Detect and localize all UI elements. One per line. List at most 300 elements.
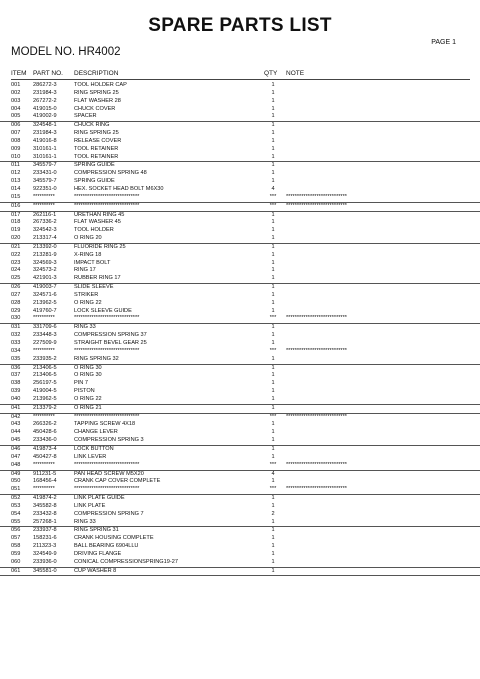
item-number: 053 bbox=[11, 502, 21, 509]
header-note: NOTE bbox=[286, 70, 305, 77]
table-row bbox=[0, 462, 480, 471]
part-description: FLAT WASHER 45 bbox=[74, 219, 121, 226]
table-row bbox=[0, 219, 480, 227]
part-number: 419873-4 bbox=[33, 445, 57, 452]
part-number: 211323-3 bbox=[33, 543, 57, 550]
table-row bbox=[0, 106, 480, 114]
quantity: 1 bbox=[271, 178, 275, 185]
part-description: O RING 22 bbox=[74, 299, 102, 306]
quantity: 1 bbox=[271, 372, 275, 379]
table-row bbox=[0, 388, 480, 396]
item-number: 054 bbox=[11, 510, 21, 517]
table-row bbox=[0, 252, 480, 260]
table-row bbox=[0, 203, 480, 212]
part-description: O RING 21 bbox=[74, 404, 102, 411]
item-number: 023 bbox=[11, 259, 21, 266]
note: **************************** bbox=[286, 413, 347, 420]
table-row bbox=[0, 495, 480, 503]
table-row bbox=[0, 535, 480, 543]
table-row bbox=[0, 519, 480, 528]
item-number: 027 bbox=[11, 291, 21, 298]
item-number: 032 bbox=[11, 332, 21, 339]
quantity: 1 bbox=[271, 518, 275, 525]
quantity: 1 bbox=[271, 527, 275, 534]
item-number: 005 bbox=[11, 113, 21, 120]
part-description: FLUORIDE RING 25 bbox=[74, 243, 126, 250]
table-row bbox=[0, 372, 480, 380]
quantity: 1 bbox=[271, 153, 275, 160]
table-row bbox=[0, 437, 480, 446]
part-description: LINK LEVER bbox=[74, 453, 107, 460]
item-number: 003 bbox=[11, 97, 21, 104]
item-number: 038 bbox=[11, 380, 21, 387]
item-number: 039 bbox=[11, 388, 21, 395]
part-number: 310161-1 bbox=[33, 153, 57, 160]
quantity: 1 bbox=[271, 437, 275, 444]
part-number: 345579-7 bbox=[33, 178, 57, 185]
part-description: RING SPRING 31 bbox=[74, 527, 119, 534]
item-number: 041 bbox=[11, 404, 21, 411]
part-description: ****************************** bbox=[74, 193, 140, 200]
item-number: 004 bbox=[11, 105, 21, 112]
quantity: 1 bbox=[271, 211, 275, 218]
part-number: 345582-8 bbox=[33, 502, 57, 509]
part-number: 310161-1 bbox=[33, 145, 57, 152]
item-number: 012 bbox=[11, 170, 21, 177]
part-number: 213406-5 bbox=[33, 364, 57, 371]
part-number: 158231-6 bbox=[33, 535, 57, 542]
part-description: RING 33 bbox=[74, 518, 96, 525]
item-number: 019 bbox=[11, 227, 21, 234]
part-number: 233432-8 bbox=[33, 510, 57, 517]
item-number: 036 bbox=[11, 364, 21, 371]
part-description: LOCK BUTTON bbox=[74, 445, 114, 452]
part-number: 231984-3 bbox=[33, 89, 57, 96]
part-description: SLIDE SLEEVE bbox=[74, 284, 114, 291]
item-number: 017 bbox=[11, 211, 21, 218]
table-row bbox=[0, 551, 480, 559]
item-number: 018 bbox=[11, 219, 21, 226]
quantity: 1 bbox=[271, 388, 275, 395]
part-description: STRIKER bbox=[74, 291, 99, 298]
part-number: 262116-1 bbox=[33, 211, 57, 218]
part-description: ****************************** bbox=[74, 347, 140, 354]
note: **************************** bbox=[286, 315, 347, 322]
table-row bbox=[0, 308, 480, 316]
table-row bbox=[0, 471, 480, 479]
part-number: 233448-3 bbox=[33, 332, 57, 339]
item-number: 010 bbox=[11, 153, 21, 160]
part-number: 231984-3 bbox=[33, 130, 57, 137]
item-number: 047 bbox=[11, 453, 21, 460]
part-number: ********** bbox=[33, 486, 55, 493]
note: **************************** bbox=[286, 347, 347, 354]
quantity: 1 bbox=[271, 267, 275, 274]
quantity: 1 bbox=[271, 502, 275, 509]
item-number: 021 bbox=[11, 243, 21, 250]
item-number: 051 bbox=[11, 486, 21, 493]
quantity: 1 bbox=[271, 235, 275, 242]
note: **************************** bbox=[286, 202, 347, 209]
item-number: 008 bbox=[11, 137, 21, 144]
part-number: 233937-8 bbox=[33, 527, 57, 534]
quantity: 1 bbox=[271, 243, 275, 250]
part-description: DRIVING FLANGE bbox=[74, 550, 122, 557]
quantity: 1 bbox=[271, 332, 275, 339]
table-row bbox=[0, 414, 480, 422]
table-row bbox=[0, 235, 480, 244]
item-number: 030 bbox=[11, 315, 21, 322]
table-row bbox=[0, 162, 480, 170]
part-number: 233935-2 bbox=[33, 355, 57, 362]
quantity: 1 bbox=[271, 478, 275, 485]
part-number: 922351-0 bbox=[33, 185, 57, 192]
quantity: 4 bbox=[271, 185, 275, 192]
part-number: ********** bbox=[33, 193, 55, 200]
part-description: RING SPRING 25 bbox=[74, 130, 119, 137]
item-number: 046 bbox=[11, 445, 21, 452]
part-number: 331709-6 bbox=[33, 324, 57, 331]
quantity: 1 bbox=[271, 275, 275, 282]
table-row bbox=[0, 98, 480, 106]
table-row bbox=[0, 130, 480, 138]
part-description: SPRING GUIDE bbox=[74, 178, 115, 185]
table-row bbox=[0, 90, 480, 98]
table-row bbox=[0, 340, 480, 348]
table-row bbox=[0, 380, 480, 388]
table-row bbox=[0, 315, 480, 324]
part-description: PISTON bbox=[74, 388, 95, 395]
item-number: 044 bbox=[11, 429, 21, 436]
quantity: 1 bbox=[271, 219, 275, 226]
table-row bbox=[0, 260, 480, 268]
page-title: SPARE PARTS LIST bbox=[148, 15, 332, 36]
quantity: 1 bbox=[271, 162, 275, 169]
part-number: 324571-6 bbox=[33, 291, 57, 298]
part-description: IMPACT BOLT bbox=[74, 259, 111, 266]
item-number: 007 bbox=[11, 130, 21, 137]
part-description: COMPRESSION SPRING 3 bbox=[74, 437, 144, 444]
table-row bbox=[0, 146, 480, 154]
header-item: ITEM bbox=[11, 70, 27, 77]
table-row bbox=[0, 194, 480, 203]
table-row bbox=[0, 365, 480, 373]
item-number: 056 bbox=[11, 527, 21, 534]
part-number: 324569-3 bbox=[33, 259, 57, 266]
item-number: 040 bbox=[11, 395, 21, 402]
item-number: 048 bbox=[11, 461, 21, 468]
part-description: ****************************** bbox=[74, 202, 140, 209]
part-description: LINK PLATE GUIDE bbox=[74, 495, 125, 502]
item-number: 031 bbox=[11, 324, 21, 331]
table-row bbox=[0, 300, 480, 308]
page-number: PAGE 1 bbox=[431, 39, 456, 46]
table-row bbox=[0, 138, 480, 146]
quantity: 1 bbox=[271, 355, 275, 362]
part-description: TOOL RETAINER bbox=[74, 145, 119, 152]
quantity: 1 bbox=[271, 429, 275, 436]
model-number: MODEL NO. HR4002 bbox=[11, 46, 121, 58]
part-description: CUP WASHER 8 bbox=[74, 567, 117, 574]
item-number: 029 bbox=[11, 307, 21, 314]
part-number: ********** bbox=[33, 202, 55, 209]
item-number: 022 bbox=[11, 251, 21, 258]
table-row bbox=[0, 454, 480, 462]
table-row bbox=[0, 154, 480, 163]
item-number: 025 bbox=[11, 275, 21, 282]
part-description: CRANK CAP COVER COMPLETE bbox=[74, 478, 161, 485]
table-row bbox=[0, 503, 480, 511]
part-number: 419874-2 bbox=[33, 495, 57, 502]
part-number: 267336-2 bbox=[33, 219, 57, 226]
part-number: 324549-9 bbox=[33, 550, 57, 557]
quantity: 1 bbox=[271, 227, 275, 234]
part-description: X-RING 18 bbox=[74, 251, 102, 258]
item-number: 034 bbox=[11, 347, 21, 354]
part-description: CRANK HOUSING COMPLETE bbox=[74, 535, 154, 542]
table-row bbox=[0, 178, 480, 186]
quantity: 1 bbox=[271, 495, 275, 502]
table-row bbox=[0, 324, 480, 332]
item-number: 060 bbox=[11, 558, 21, 565]
item-number: 052 bbox=[11, 495, 21, 502]
quantity: 1 bbox=[271, 421, 275, 428]
item-number: 061 bbox=[11, 567, 21, 574]
part-number: 233936-0 bbox=[33, 558, 57, 565]
part-number: 286272-3 bbox=[33, 82, 57, 88]
item-number: 055 bbox=[11, 518, 21, 525]
part-description: SPACER bbox=[74, 113, 97, 120]
item-number: 057 bbox=[11, 535, 21, 542]
part-description: STRAIGHT BEVEL GEAR 25 bbox=[74, 340, 147, 346]
part-description: CHANGE LEVER bbox=[74, 429, 118, 436]
note: **************************** bbox=[286, 193, 347, 200]
part-description: FLAT WASHER 28 bbox=[74, 97, 121, 104]
item-number: 059 bbox=[11, 550, 21, 557]
item-number: 020 bbox=[11, 235, 21, 242]
item-number: 049 bbox=[11, 470, 21, 477]
part-number: 266326-2 bbox=[33, 421, 57, 428]
quantity: 1 bbox=[271, 170, 275, 177]
item-number: 001 bbox=[11, 82, 21, 88]
quantity: *** bbox=[269, 315, 277, 322]
note: **************************** bbox=[286, 461, 347, 468]
part-description: CONICAL COMPRESSIONSPRING19-27 bbox=[74, 558, 178, 565]
quantity: 1 bbox=[271, 251, 275, 258]
header-rule bbox=[11, 79, 470, 80]
item-number: 026 bbox=[11, 284, 21, 291]
part-description: TOOL HOLDER CAP bbox=[74, 82, 127, 88]
part-number: ********** bbox=[33, 413, 55, 420]
quantity: 1 bbox=[271, 145, 275, 152]
part-number: 419003-7 bbox=[33, 284, 57, 291]
table-row bbox=[0, 568, 480, 577]
part-description: URETHAN RING 45 bbox=[74, 211, 125, 218]
quantity: *** bbox=[269, 461, 277, 468]
part-number: 450428-6 bbox=[33, 429, 57, 436]
table-row bbox=[0, 170, 480, 178]
table-row bbox=[0, 292, 480, 300]
item-number: 028 bbox=[11, 299, 21, 306]
part-number: 345579-7 bbox=[33, 162, 57, 169]
part-description: O RING 30 bbox=[74, 372, 102, 379]
table-row bbox=[0, 122, 480, 130]
part-description: ****************************** bbox=[74, 315, 140, 322]
quantity: 1 bbox=[271, 453, 275, 460]
part-description: LOCK SLEEVE GUIDE bbox=[74, 307, 132, 314]
quantity: *** bbox=[269, 347, 277, 354]
item-number: 024 bbox=[11, 267, 21, 274]
item-number: 006 bbox=[11, 122, 21, 129]
table-row bbox=[0, 186, 480, 194]
quantity: 1 bbox=[271, 259, 275, 266]
quantity: 1 bbox=[271, 130, 275, 137]
part-number: ********** bbox=[33, 347, 55, 354]
part-number: 213406-5 bbox=[33, 372, 57, 379]
part-description: RUBBER RING 17 bbox=[74, 275, 121, 282]
quantity: 1 bbox=[271, 97, 275, 104]
part-number: 257268-1 bbox=[33, 518, 57, 525]
part-number: 213281-9 bbox=[33, 251, 57, 258]
table-row bbox=[0, 275, 480, 284]
part-description: SPRING GUIDE bbox=[74, 162, 115, 169]
part-number: 419760-7 bbox=[33, 307, 57, 314]
quantity: *** bbox=[269, 413, 277, 420]
quantity: 1 bbox=[271, 284, 275, 291]
table-row bbox=[0, 113, 480, 122]
item-number: 015 bbox=[11, 193, 21, 200]
table-row bbox=[0, 212, 480, 220]
quantity: 1 bbox=[271, 543, 275, 550]
part-number: 267272-2 bbox=[33, 97, 57, 104]
item-number: 043 bbox=[11, 421, 21, 428]
quantity: 1 bbox=[271, 299, 275, 306]
header-description: DESCRIPTION bbox=[74, 70, 119, 77]
item-number: 011 bbox=[11, 162, 20, 169]
table-row bbox=[0, 348, 480, 356]
table-row bbox=[0, 543, 480, 551]
part-number: 213317-4 bbox=[33, 235, 57, 242]
item-number: 002 bbox=[11, 89, 21, 96]
part-description: O RING 20 bbox=[74, 235, 102, 242]
quantity: 2 bbox=[271, 510, 275, 517]
item-number: 013 bbox=[11, 178, 21, 185]
table-row bbox=[0, 227, 480, 235]
quantity: *** bbox=[269, 202, 277, 209]
part-number: 324542-3 bbox=[33, 227, 57, 234]
quantity: *** bbox=[269, 193, 277, 200]
part-description: LINK PLATE bbox=[74, 502, 106, 509]
table-row bbox=[0, 446, 480, 454]
part-description: ****************************** bbox=[74, 413, 140, 420]
item-number: 058 bbox=[11, 543, 21, 550]
part-description: RING SPRING 32 bbox=[74, 355, 119, 362]
table-row bbox=[0, 478, 480, 486]
table-row bbox=[0, 284, 480, 292]
part-description: CHUCK RING bbox=[74, 122, 110, 129]
part-description: ****************************** bbox=[74, 486, 140, 493]
quantity: 1 bbox=[271, 535, 275, 542]
part-number: 345581-0 bbox=[33, 567, 57, 574]
part-description: TOOL HOLDER bbox=[74, 227, 114, 234]
item-number: 042 bbox=[11, 413, 21, 420]
note: **************************** bbox=[286, 486, 347, 493]
table-row bbox=[0, 267, 480, 275]
table-row bbox=[0, 559, 480, 568]
parts-table bbox=[0, 82, 480, 576]
part-number: 450427-8 bbox=[33, 453, 57, 460]
part-description: TOOL RETAINER bbox=[74, 153, 119, 160]
quantity: 1 bbox=[271, 122, 275, 129]
part-description: TAPPING SCREW 4X18 bbox=[74, 421, 136, 428]
quantity: *** bbox=[269, 486, 277, 493]
quantity: 1 bbox=[271, 380, 275, 387]
table-row bbox=[0, 356, 480, 365]
quantity: 1 bbox=[271, 445, 275, 452]
table-row bbox=[0, 244, 480, 252]
part-description: HEX. SOCKET HEAD BOLT M6X30 bbox=[74, 185, 164, 192]
table-row bbox=[0, 396, 480, 405]
quantity: 1 bbox=[271, 307, 275, 314]
part-number: 213379-2 bbox=[33, 404, 57, 411]
part-description: CHUCK COVER bbox=[74, 105, 116, 112]
part-number: 227509-9 bbox=[33, 340, 57, 346]
quantity: 1 bbox=[271, 364, 275, 371]
part-description: RING 33 bbox=[74, 324, 96, 331]
part-number: 213962-5 bbox=[33, 395, 57, 402]
quantity: 1 bbox=[271, 395, 275, 402]
part-number: 213392-0 bbox=[33, 243, 57, 250]
quantity: 1 bbox=[271, 137, 275, 144]
table-row bbox=[0, 486, 480, 495]
part-description: O RING 30 bbox=[74, 364, 102, 371]
table-row bbox=[0, 421, 480, 429]
item-number: 014 bbox=[11, 185, 21, 192]
part-number: 419004-5 bbox=[33, 388, 57, 395]
quantity: 4 bbox=[271, 470, 275, 477]
part-description: ****************************** bbox=[74, 461, 140, 468]
quantity: 1 bbox=[271, 404, 275, 411]
table-row bbox=[0, 429, 480, 437]
header-qty: QTY bbox=[264, 70, 278, 77]
part-description: COMPRESSION SPRING 7 bbox=[74, 510, 144, 517]
item-number: 016 bbox=[11, 202, 21, 209]
table-row bbox=[0, 405, 480, 414]
table-row bbox=[0, 511, 480, 519]
item-number: 050 bbox=[11, 478, 21, 485]
part-number: 233436-0 bbox=[33, 437, 57, 444]
part-number: 324573-2 bbox=[33, 267, 57, 274]
quantity: 1 bbox=[271, 558, 275, 565]
table-row bbox=[0, 332, 480, 340]
part-number: 233431-0 bbox=[33, 170, 57, 177]
part-number: 421901-3 bbox=[33, 275, 57, 282]
part-description: COMPRESSION SPRING 48 bbox=[74, 170, 147, 177]
part-number: 419016-8 bbox=[33, 137, 57, 144]
part-number: 419002-9 bbox=[33, 113, 57, 120]
quantity: 1 bbox=[271, 113, 275, 120]
quantity: 1 bbox=[271, 89, 275, 96]
part-number: ********** bbox=[33, 315, 55, 322]
part-number: ********** bbox=[33, 461, 55, 468]
table-row bbox=[0, 527, 480, 535]
quantity: 1 bbox=[271, 82, 275, 88]
part-number: 324548-1 bbox=[33, 122, 57, 129]
item-number: 045 bbox=[11, 437, 21, 444]
part-description: PIN 7 bbox=[74, 380, 88, 387]
item-number: 033 bbox=[11, 340, 21, 346]
quantity: 1 bbox=[271, 291, 275, 298]
